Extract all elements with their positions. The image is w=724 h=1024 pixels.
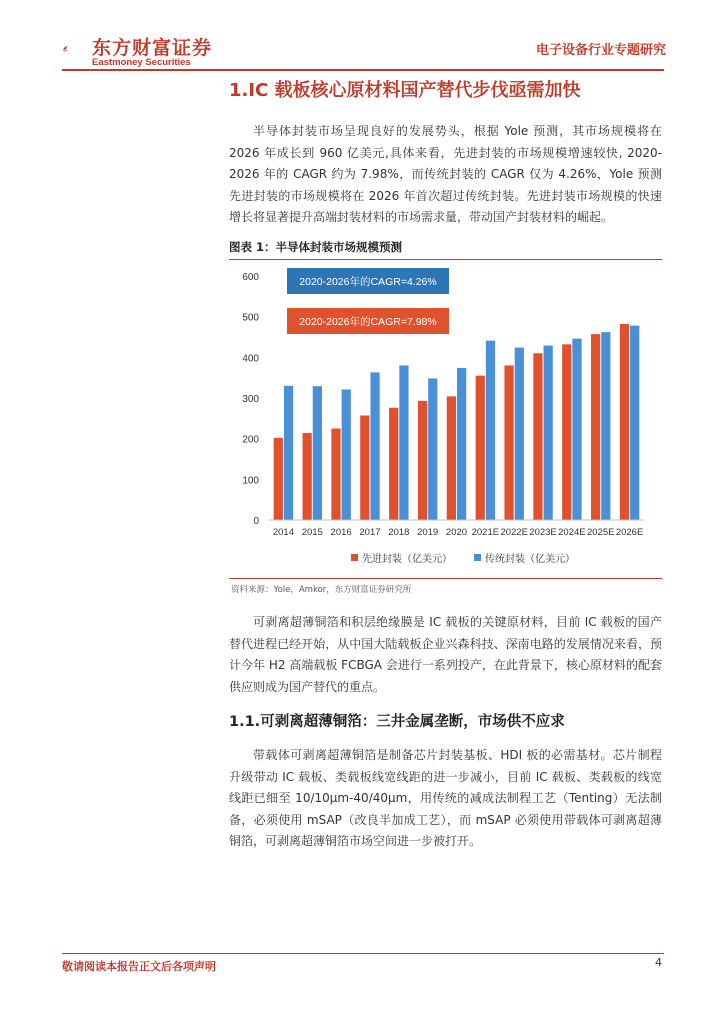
x-tick-label: 2023E: [529, 527, 557, 538]
bar-traditional-packaging: [572, 339, 581, 520]
bar-traditional-packaging: [544, 346, 553, 520]
y-tick-label: 600: [242, 272, 259, 283]
figure-bottom-rule: [229, 578, 662, 579]
figure-title: 图表 1：半导体封装市场规模预测: [229, 240, 403, 254]
bar-traditional-packaging: [515, 348, 524, 520]
cagr-annotation-text: 2020-2026年的CAGR=4.26%: [299, 276, 437, 288]
bar-traditional-packaging: [313, 386, 322, 520]
y-tick-label: 400: [242, 353, 259, 365]
x-tick-label: 2019: [417, 527, 439, 538]
x-tick-label: 2017: [359, 527, 381, 538]
x-tick-label: 2014: [272, 527, 294, 538]
bar-traditional-packaging: [630, 326, 639, 520]
bar-traditional-packaging: [486, 341, 495, 520]
y-tick-label: 100: [242, 475, 259, 487]
body-paragraph: 半导体封装市场呈现良好的发展势头，根据 Yole 预测，其市场规模将在 2026 年成长到 960 亿美元,具体来看，先进封装的市场规模增速较快, 2020-2026 年的 CAGR 约为 7.98%，而传统封装的 CAGR 仅为 4.26%，Yole 预测先进封装的市场规模将在 2026 年首次超过传统封装。先进封装市场规模的快速增长将显著提升高端封装材料的市场需求量，带动国产封装材料的崛起。: [229, 124, 662, 224]
section-heading: 1.IC 载板核心原材料国产替代步伐亟需加快: [229, 80, 581, 101]
legend-label: 传统封装（亿美元）: [485, 554, 575, 565]
legend-swatch: [474, 554, 481, 561]
legend-swatch: [351, 554, 358, 561]
y-tick-label: 200: [242, 434, 259, 446]
footer-disclaimer: 敬请阅读本报告正文后各项声明: [62, 960, 216, 973]
figure-source: 资料来源：Yole，Amkor，东方财富证券研究所: [231, 585, 412, 595]
bar-advanced-packaging: [476, 376, 485, 520]
header-divider: [62, 69, 664, 71]
bar-advanced-packaging: [533, 353, 542, 520]
bar-advanced-packaging: [620, 324, 629, 520]
company-logo-icon: [62, 32, 92, 66]
bar-traditional-packaging: [428, 378, 437, 520]
legend-label: 先进封装（亿美元）: [362, 554, 452, 565]
y-tick-label: 300: [242, 394, 259, 405]
x-tick-label: 2024E: [558, 527, 586, 538]
x-tick-label: 2022E: [500, 527, 528, 538]
body-paragraph: 可剥离超薄铜箔和积层绝缘膜是 IC 载板的关键原材料，目前 IC 载板的国产替代进程已经开始，从中国大陆载板企业兴森科技、深南电路的发展情况来看，预计今年 H2 高端载板 FCBGA 会进行一系列投产，在此背景下，核心原材料的配套供应则成为国产替代的重点。: [229, 615, 662, 694]
report-type: 电子设备行业专题研究: [535, 43, 666, 58]
footer-divider: [62, 953, 664, 954]
market-size-chart: [229, 262, 662, 576]
body-paragraph: 带载体可剥离超薄铜箔是制备芯片封装基板、HDI 板的必需基材。芯片制程升级带动 IC 载板、类载板线宽线距的进一步减小，目前 IC 载板、类载板的线宽线距已细至 10/10μm-40/40μm，用传统的减成法制程工艺（Tenting）无法制备，必须使用 mSAP（改良半加成工艺），而 mSAP 必须使用带载体可剥离超薄铜箔，可剥离超薄铜箔市场空间进一步被打开。: [229, 748, 662, 848]
figure-top-rule: [229, 259, 662, 260]
logo-name-en: Eastmoney Securities: [92, 57, 191, 68]
bar-advanced-packaging: [331, 429, 340, 521]
bar-traditional-packaging: [342, 389, 351, 520]
bar-traditional-packaging: [457, 368, 466, 520]
bar-advanced-packaging: [504, 365, 513, 520]
bar-traditional-packaging: [399, 365, 408, 520]
bar-advanced-packaging: [389, 408, 398, 520]
y-tick-label: 0: [253, 516, 259, 527]
bar-traditional-packaging: [284, 386, 293, 520]
bar-advanced-packaging: [274, 438, 283, 520]
bar-advanced-packaging: [360, 415, 369, 520]
x-tick-label: 2018: [388, 527, 410, 538]
x-tick-label: 2025E: [586, 527, 615, 538]
x-tick-label: 2021E: [471, 527, 500, 538]
x-tick-label: 2015: [301, 527, 323, 538]
bar-advanced-packaging: [418, 401, 427, 520]
x-tick-label: 2020: [445, 527, 468, 538]
bar-traditional-packaging: [370, 372, 379, 520]
bar-advanced-packaging: [447, 396, 456, 520]
logo-name-cn: 东方财富证券: [92, 37, 213, 59]
bar-advanced-packaging: [303, 433, 312, 520]
bar-advanced-packaging: [591, 334, 600, 520]
subsection-heading: 1.1.可剥离超薄铜箔：三井金属垄断，市场供不应求: [229, 714, 565, 730]
bar-traditional-packaging: [601, 332, 610, 520]
page-number: 4: [655, 956, 662, 969]
cagr-annotation-text: 2020-2026年的CAGR=7.98%: [299, 316, 437, 328]
bar-advanced-packaging: [562, 344, 571, 520]
x-tick-label: 2016: [330, 527, 352, 538]
x-tick-label: 2026E: [615, 527, 644, 538]
y-tick-label: 500: [242, 312, 259, 324]
